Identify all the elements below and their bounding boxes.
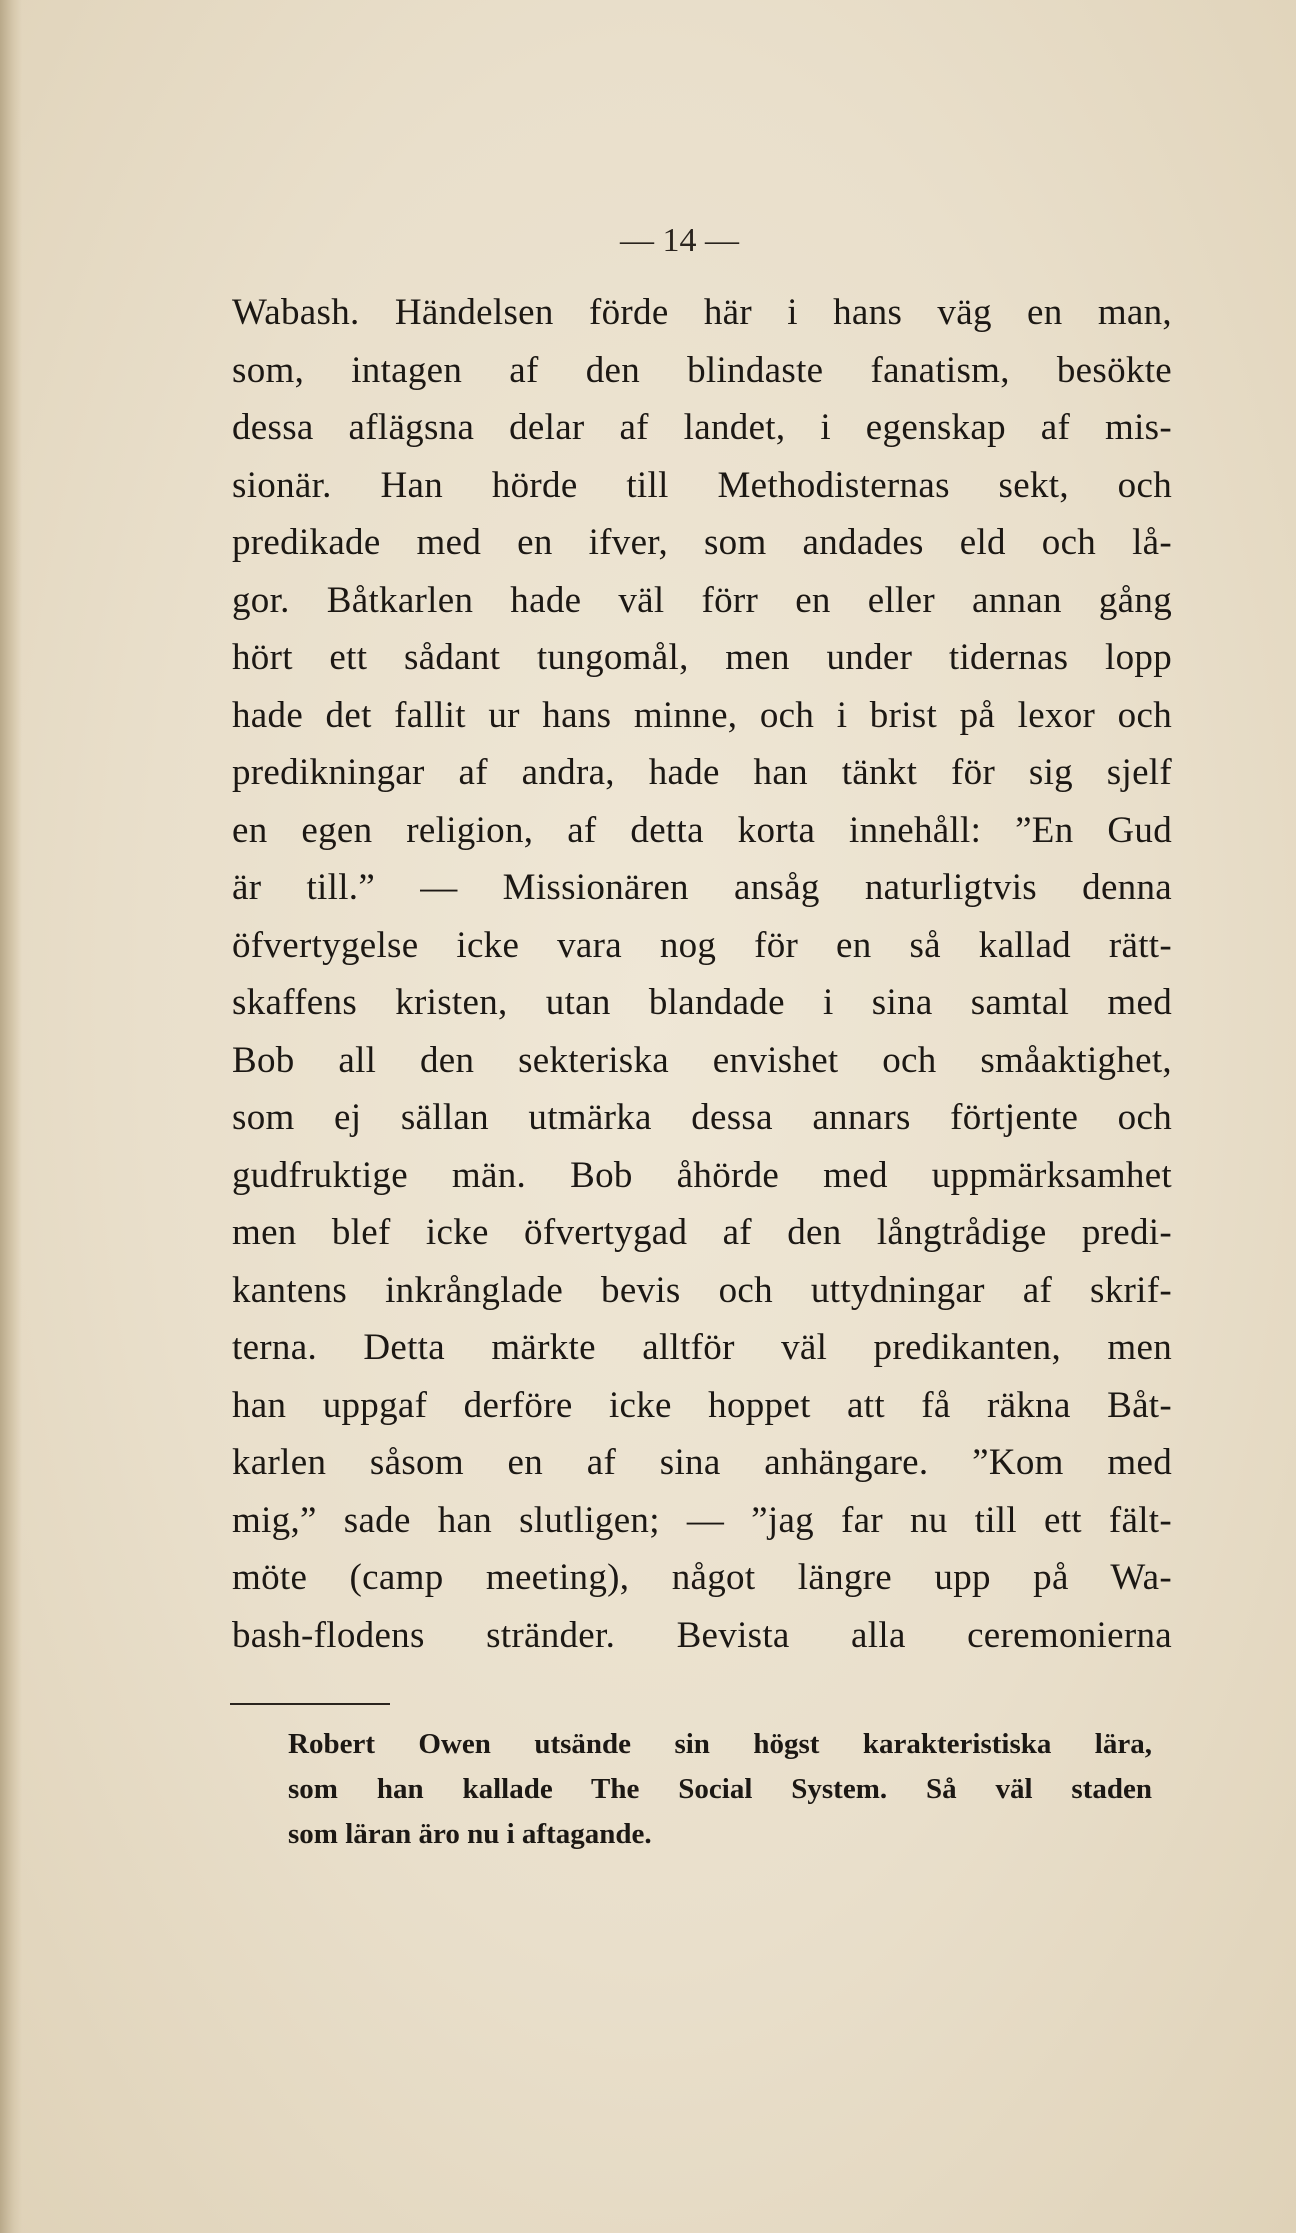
body-line: kantens inkrånglade bevis och uttydningar af skrif- (232, 1269, 1172, 1311)
body-line: karlen såsom en af sina anhängare. ”Kom med (232, 1442, 1172, 1483)
page-spine-shadow (0, 0, 22, 2233)
body-line: hade det fallit ur hans minne, och i brist på lexor och (232, 694, 1172, 736)
body-text (232, 284, 1172, 1664)
body-line: hört ett sådant tungomål, men under tidernas lopp (232, 637, 1172, 678)
footnote-line: Robert Owen utsände sin högst karakteristiska lära, (288, 1728, 1152, 1760)
body-line: predikade med en ifver, som andades eld och lå- (232, 522, 1172, 563)
body-line: dessa aflägsna delar af landet, i egenskap af mis- (232, 407, 1172, 448)
body-line: möte (camp meeting), något längre upp på Wa- (232, 1557, 1172, 1598)
body-line: bash-flodens stränder. Bevista alla ceremonierna (232, 1614, 1172, 1656)
body-line: gudfruktige män. Bob åhörde med uppmärksamhet (232, 1154, 1172, 1196)
body-line: som ej sällan utmärka dessa annars förtjente och (232, 1097, 1172, 1138)
body-line: han uppgaf derföre icke hoppet att få räkna Båt- (232, 1384, 1172, 1426)
body-line: är till.” — Missionären ansåg naturligtvis denna (232, 867, 1172, 908)
body-line: mig,” sade han slutligen; — ”jag far nu till ett fält- (232, 1499, 1172, 1541)
body-line: Bob all den sekteriska envishet och småaktighet, (232, 1039, 1172, 1081)
body-line: terna. Detta märkte alltför väl predikanten, men (232, 1327, 1172, 1368)
body-line: gor. Båtkarlen hade väl förr en eller annan gång (232, 579, 1172, 621)
body-line: men blef icke öfvertygad af den långtrådige predi- (232, 1212, 1172, 1253)
footnote-rule (230, 1703, 390, 1705)
body-line: predikningar af andra, hade han tänkt för sig sjelf (232, 752, 1172, 793)
body-line: Wabash. Händelsen förde här i hans väg en man, (232, 292, 1172, 333)
body-line: som, intagen af den blindaste fanatism, besökte (232, 349, 1172, 391)
body-line: öfvertygelse icke vara nog för en så kallad rätt- (232, 924, 1172, 966)
body-line: en egen religion, af detta korta innehåll: ”En Gud (232, 809, 1172, 851)
footnote-line: som han kallade The Social System. Så väl staden (288, 1773, 1152, 1805)
footnote-line: som läran äro nu i aftagande. (288, 1818, 652, 1850)
footnote (288, 1722, 1152, 1857)
body-line: skaffens kristen, utan blandade i sina samtal med (232, 982, 1172, 1023)
page-number: — 14 — (620, 222, 739, 259)
body-line: sionär. Han hörde till Methodisternas sekt, och (232, 464, 1172, 506)
